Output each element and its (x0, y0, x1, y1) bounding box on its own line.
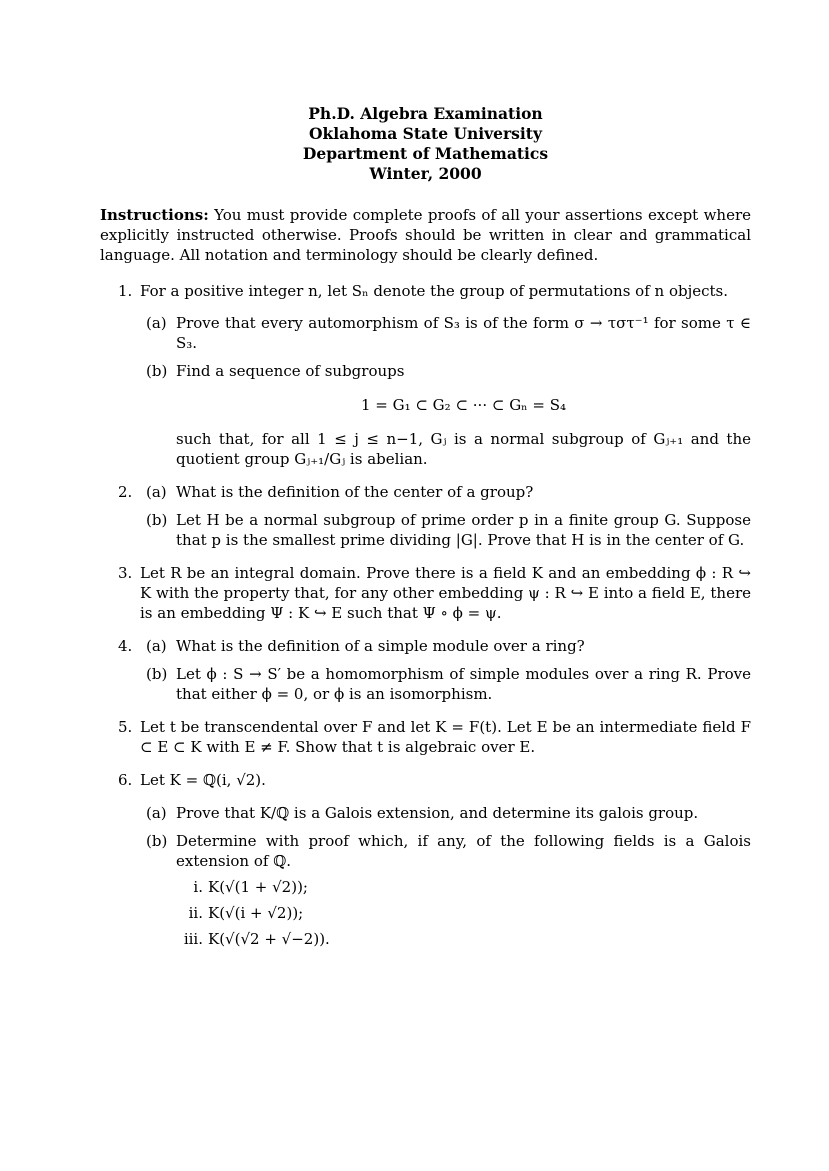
item-label: i. (193, 878, 203, 896)
part-text: Prove that K/ℚ is a Galois extension, and determine its galois group. (176, 804, 699, 822)
item-text: K(√(1 + √2)); (208, 878, 308, 896)
part-text: Prove that every automorphism of S₃ is of the form σ → τστ⁻¹ for some τ ∈ S₃. (176, 314, 751, 352)
problem-text: Let t be transcendental over F and let K = F(t). Let E be an intermediate field F ⊂ E ⊂ K with E ≠ F. Show that t is algebraic over E. (140, 718, 751, 756)
part-text: Determine with proof which, if any, of the following fields is a Galois extension of ℚ. (176, 832, 751, 870)
part-text-continued: such that, for all 1 ≤ j ≤ n−1, Gⱼ is a normal subgroup of Gⱼ₊₁ and the quotient group Gⱼ₊₁/Gⱼ is abelian. (176, 430, 751, 468)
instructions-lead: Instructions: (100, 206, 209, 224)
problem-6a (140, 803, 751, 823)
part-label: (b) (146, 511, 168, 529)
problem-text: For a positive integer n, let Sₙ denote the group of permutations of n objects. (140, 282, 729, 300)
part-text: Let ϕ : S → S′ be a homomorphism of simple modules over a ring R. Prove that either ϕ = 0, or ϕ is an isomorphism. (176, 665, 751, 703)
exam-page (100, 104, 751, 962)
problem-6b (140, 831, 751, 949)
instructions-paragraph (100, 205, 751, 265)
problem-1a (140, 313, 751, 353)
instructions-text: You must provide complete proofs of all your assertions except where explicitly instructed otherwise. Proofs should be written in clear and grammatical language. All notation and terminology should be clearly defined. (100, 206, 751, 264)
problem-number: 5. (118, 718, 133, 736)
problem-3 (100, 563, 751, 623)
field-item-i (176, 877, 751, 897)
item-label: iii. (183, 930, 203, 948)
problem-4b (140, 664, 751, 704)
part-text: Find a sequence of subgroups (176, 362, 405, 380)
problem-1b (140, 361, 751, 469)
problem-number: 4. (118, 637, 133, 655)
problem-6 (100, 770, 751, 949)
field-item-iii (176, 929, 751, 949)
problem-4a (140, 636, 751, 656)
item-text: K(√(i + √2)); (208, 904, 304, 922)
part-label: (a) (146, 483, 167, 501)
problem-2 (100, 482, 751, 550)
part-text: What is the definition of the center of a group? (176, 483, 534, 501)
item-label: ii. (188, 904, 203, 922)
display-equation: 1 = G₁ ⊂ G₂ ⊂ ··· ⊂ Gₙ = S₄ (360, 396, 567, 414)
problem-number: 6. (118, 771, 133, 789)
problem-2b (140, 510, 751, 550)
item-text: K(√(√2 + √−2)). (208, 930, 330, 948)
exam-header (100, 104, 751, 184)
part-label: (b) (146, 362, 168, 380)
problem-number: 3. (118, 564, 133, 582)
department-name: Department of Mathematics (302, 144, 549, 163)
university-name: Oklahoma State University (309, 124, 542, 143)
part-label: (b) (146, 832, 168, 850)
part-label: (a) (146, 804, 167, 822)
problem-1 (100, 281, 751, 469)
problem-number: 2. (118, 483, 133, 501)
problem-list (100, 281, 751, 949)
problem-4 (100, 636, 751, 704)
problem-number: 1. (118, 282, 133, 300)
part-text: Let H be a normal subgroup of prime order p in a finite group G. Suppose that p is the smallest prime dividing |G|. Prove that H is in the center of G. (176, 511, 751, 549)
problem-2a (140, 482, 751, 502)
part-label: (a) (146, 314, 167, 332)
exam-term: Winter, 2000 (369, 164, 482, 183)
part-label: (b) (146, 665, 168, 683)
exam-title: Ph.D. Algebra Examination (308, 104, 543, 123)
problem-text: Let K = ℚ(i, √2). (140, 771, 266, 789)
problem-5 (100, 717, 751, 757)
problem-text: Let R be an integral domain. Prove there is a field K and an embedding ϕ : R ↪ K with the property that, for any other embedding ψ : R ↪ E into a field E, there is an embedding Ψ : K ↪ E such that Ψ ∘ ϕ = ψ. (140, 564, 751, 622)
field-item-ii (176, 903, 751, 923)
part-text: What is the definition of a simple module over a ring? (176, 637, 585, 655)
part-label: (a) (146, 637, 167, 655)
